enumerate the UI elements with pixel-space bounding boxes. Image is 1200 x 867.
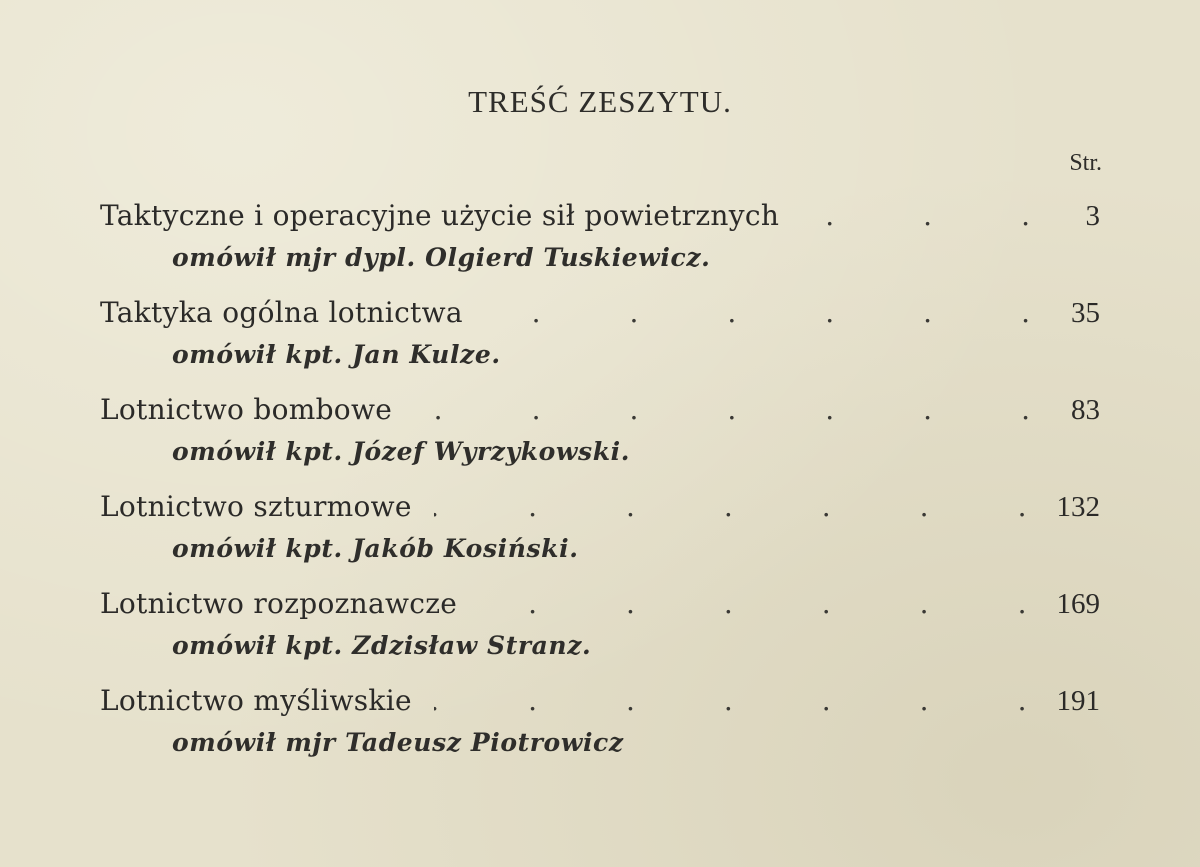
entry-page-number: 191	[1056, 685, 1100, 717]
toc-entry	[100, 290, 1100, 387]
entry-title: Taktyczne i operacyjne użycie sił powietrznych	[100, 199, 780, 232]
entry-author: omówił kpt. Jan Kulze.	[172, 340, 501, 369]
toc-entry	[100, 484, 1100, 581]
entry-title: Lotnictwo szturmowe	[100, 490, 412, 523]
entry-page-number: 35	[1071, 297, 1100, 329]
entry-title: Lotnictwo myśliwskie	[100, 684, 412, 717]
entry-page-number: 83	[1071, 394, 1100, 426]
dot-leader	[479, 581, 1026, 626]
entry-author: omówił mjr Tadeusz Piotrowicz	[172, 728, 624, 757]
dot-leader	[801, 193, 1030, 238]
entry-title: Lotnictwo rozpoznawcze	[100, 587, 458, 620]
page-title: TREŚĆ ZESZYTU.	[468, 84, 732, 119]
toc-entry	[100, 193, 1100, 290]
entry-author: omówił kpt. Jakób Kosiński.	[172, 534, 579, 563]
dot-leader	[434, 484, 1027, 529]
page-column-label: Str.	[1069, 150, 1102, 176]
toc-entry	[100, 581, 1100, 678]
dot-leader	[414, 387, 1030, 432]
entry-page-number: 132	[1056, 491, 1100, 523]
dot-leader	[434, 678, 1027, 723]
entry-page-number: 3	[1085, 200, 1100, 232]
entry-title: Taktyka ogólna lotnictwa	[100, 296, 463, 329]
table-of-contents	[100, 193, 1100, 775]
entry-page-number: 169	[1056, 588, 1100, 620]
entry-author: omówił mjr dypl. Olgierd Tuskiewicz.	[172, 243, 711, 272]
dot-leader	[485, 290, 1030, 335]
toc-entry	[100, 387, 1100, 484]
entry-author: omówił kpt. Józef Wyrzykowski.	[172, 437, 631, 466]
entry-title: Lotnictwo bombowe	[100, 393, 393, 426]
entry-author: omówił kpt. Zdzisław Stranz.	[172, 631, 592, 660]
toc-entry	[100, 678, 1100, 775]
